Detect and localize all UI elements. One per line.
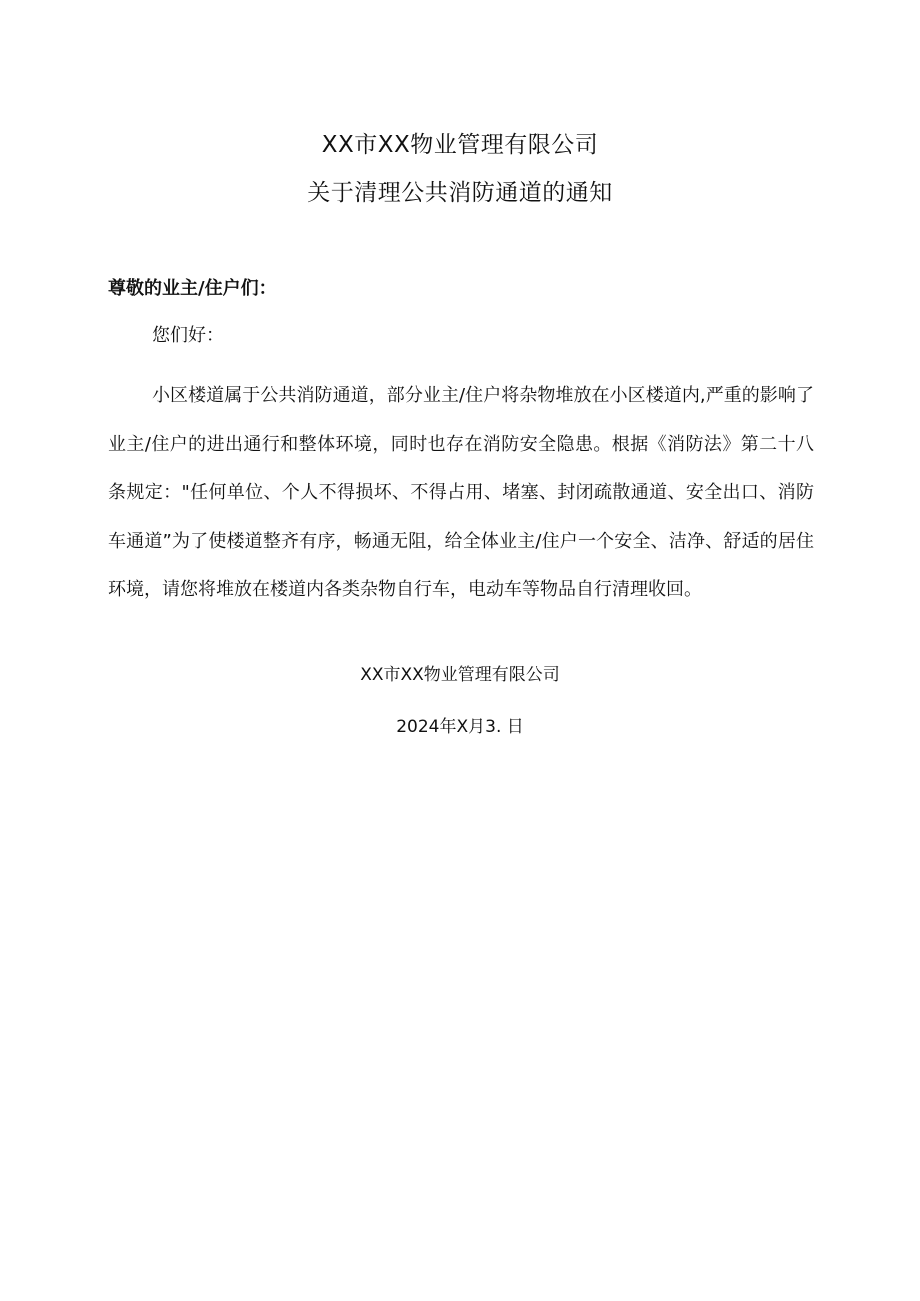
body-paragraph: 小区楼道属于公共消防通道，部分业主/住户将杂物堆放在小区楼道内,严重的影响了业主/住户的进出通行和整体环境，同时也存在消防安全隐患。根据《消防法》第二十八条规定："任何单位、个人不得损坏、不得占用、堵塞、封闭疏散通道、安全出口、消防车通道”为了使楼道整齐有序，畅通无阻，给全体业主/住户一个安全、洁净、舒适的居住环境，请您将堆放在楼道内各类杂物自行车，电动车等物品自行清理收回。 (108, 385, 814, 600)
salutation: 尊敬的业主/住户们： (108, 278, 277, 299)
document-title-subject: 关于清理公共消防通道的通知 (307, 180, 613, 206)
signature-date: 2024年X月3. 日 (396, 717, 524, 737)
greeting: 您们好： (152, 325, 224, 346)
document-title-company: XX市XX物业管理有限公司 (321, 132, 599, 158)
signature-company: XX市XX物业管理有限公司 (360, 665, 560, 685)
